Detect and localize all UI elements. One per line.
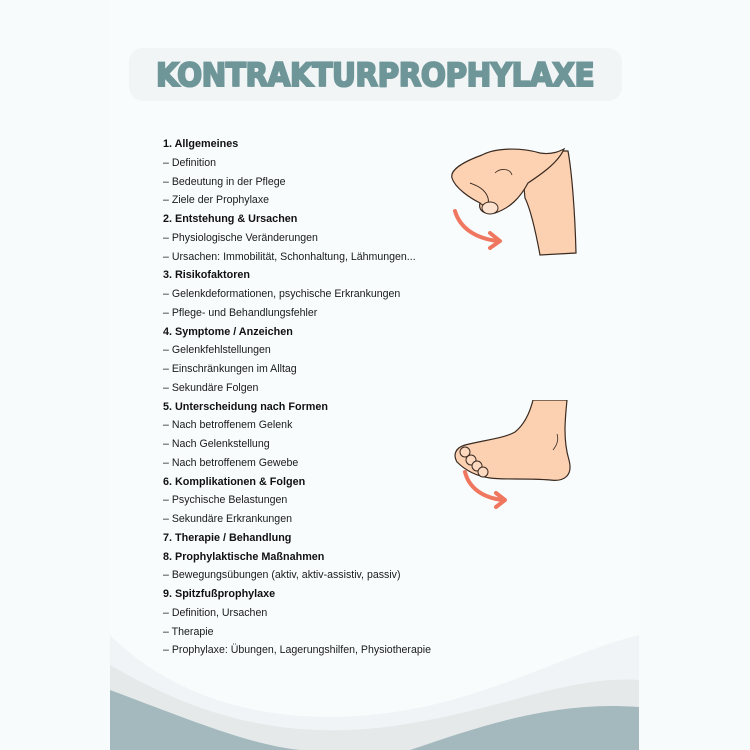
list-item: – Definition, Ursachen: [163, 604, 493, 623]
list-item: – Bewegungsübungen (aktiv, aktiv-assistiv, passiv): [163, 566, 493, 585]
list-item: – Bedeutung in der Pflege: [163, 173, 493, 192]
section-heading: 4. Symptome / Anzeichen: [163, 325, 293, 338]
foot-contracture-icon: [445, 400, 585, 510]
list-item: – Ziele der Prophylaxe: [163, 191, 493, 210]
list-item: – Physiologische Veränderungen: [163, 229, 493, 248]
page-title: KONTRAKTURPROPHYLAXE: [156, 55, 595, 94]
list-item: – Definition: [163, 154, 493, 173]
title-banner: [129, 48, 622, 101]
section-heading: 9. Spitzfußprophylaxe: [163, 588, 276, 600]
section-heading: 6. Komplikationen & Folgen: [163, 475, 306, 488]
section-heading: 5. Unterscheidung nach Formen: [163, 400, 328, 413]
list-item: – Einschränkungen im Alltag: [163, 360, 493, 379]
section-heading: 2. Entstehung & Ursachen: [163, 213, 298, 225]
decorative-waves: [110, 635, 639, 750]
list-item: – Therapie: [163, 623, 493, 642]
list-item: – Gelenkfehlstellungen: [163, 341, 493, 360]
hand-contracture-icon: [440, 143, 590, 258]
list-item: – Sekundäre Folgen: [163, 379, 493, 398]
list-item: – Pflege- und Behandlungsfehler: [163, 304, 493, 323]
list-item: – Nach betroffenem Gelenk: [163, 416, 493, 435]
section-heading: 1. Allgemeines: [163, 138, 239, 150]
list-item: – Ursachen: Immobilität, Schonhaltung, Lähmungen...: [163, 248, 493, 267]
list-item: – Prophylaxe: Übungen, Lagerungshilfen, Physiotherapie: [163, 641, 493, 660]
list-item: – Nach Gelenkstellung: [163, 435, 493, 454]
list-item: – Nach betroffenem Gewebe: [163, 454, 493, 473]
section-heading: 7. Therapie / Behandlung: [163, 531, 292, 544]
section-heading: 3. Risikofaktoren: [163, 269, 251, 282]
list-item: – Psychische Belastungen: [163, 491, 493, 510]
document-page: [110, 0, 639, 750]
section-heading: 8. Prophylaktische Maßnahmen: [163, 550, 325, 563]
list-item: – Sekundäre Erkrankungen: [163, 510, 493, 529]
list-item: – Gelenkdeformationen, psychische Erkrankungen: [163, 285, 493, 304]
